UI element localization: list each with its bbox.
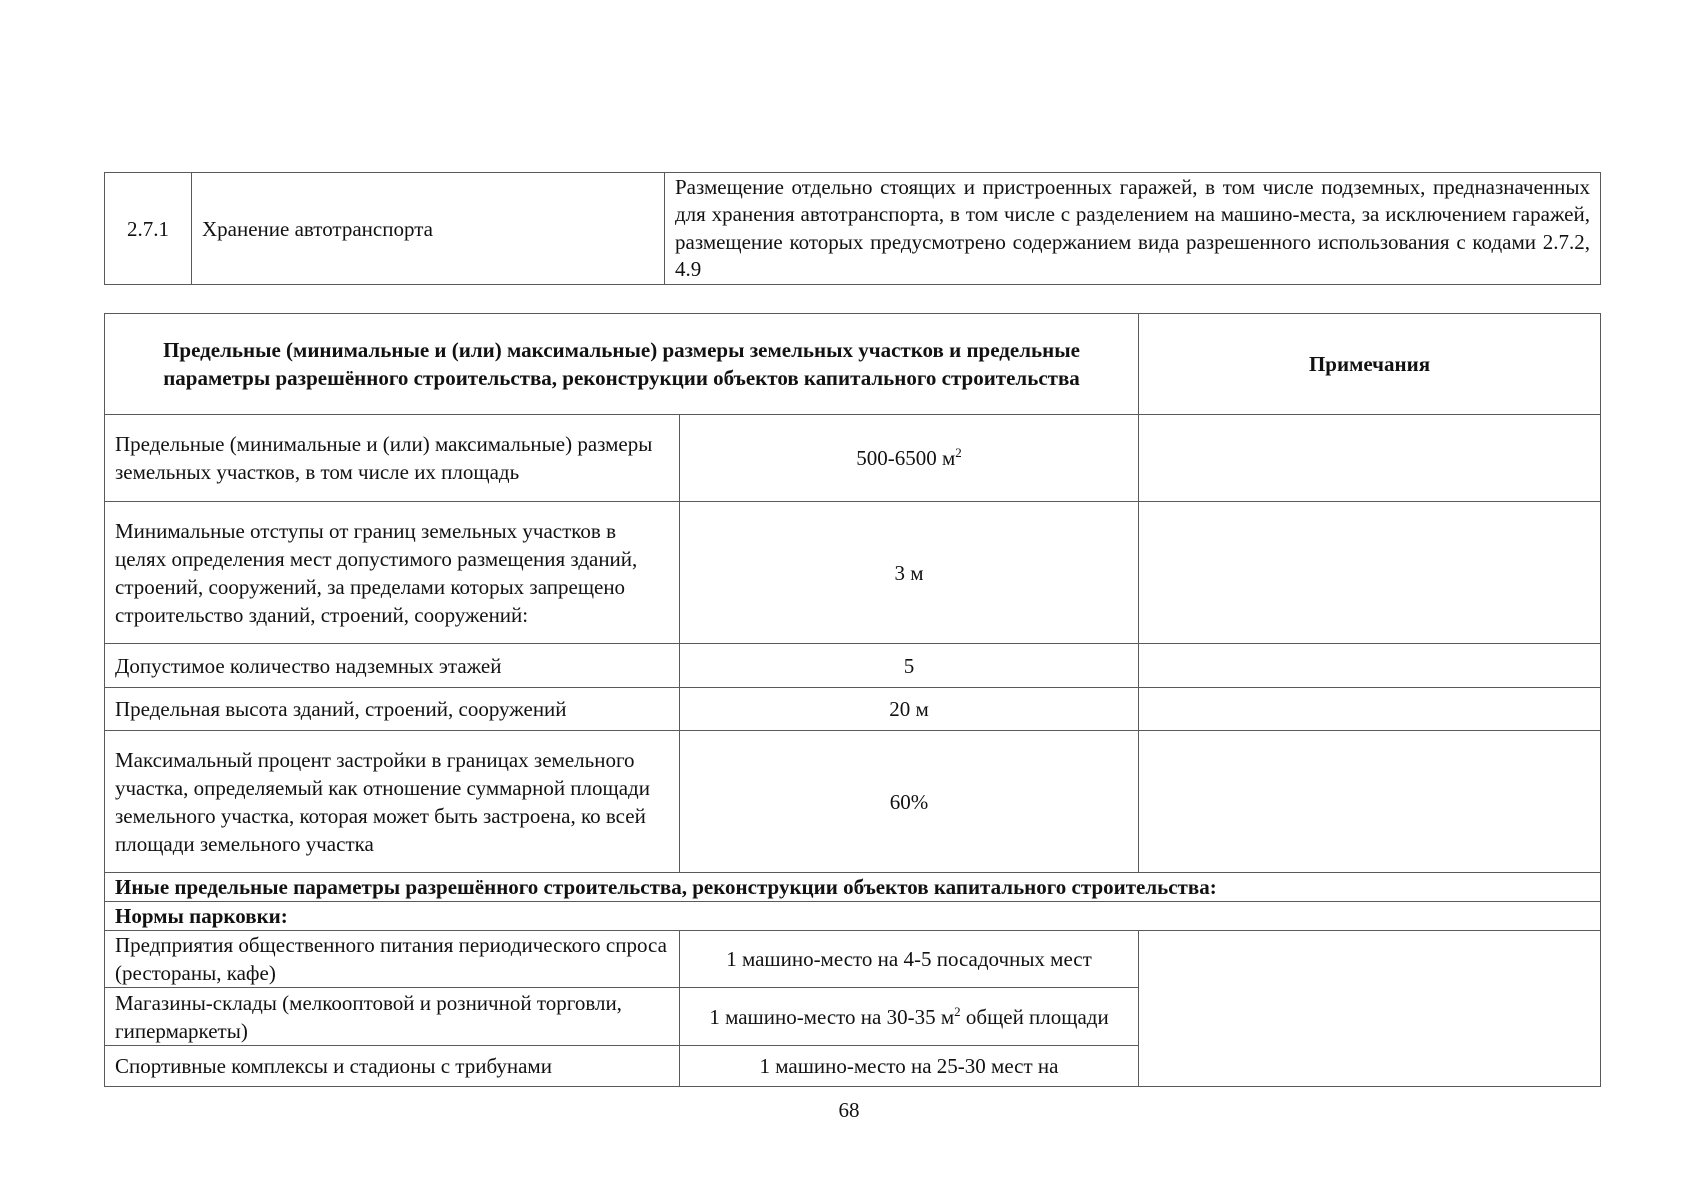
table-row bbox=[105, 688, 1601, 731]
param-value: 5 bbox=[680, 644, 1139, 688]
param-label: Допустимое количество надземных этажей bbox=[105, 644, 680, 688]
land-use-name: Хранение автотранспорта bbox=[192, 173, 665, 285]
table-header-row bbox=[105, 314, 1601, 415]
param-note bbox=[1139, 415, 1601, 502]
parking-value: 1 машино-место на 30-35 $м^2$ общей площади bbox=[680, 988, 1139, 1046]
parking-notes bbox=[1139, 931, 1601, 1087]
table-row bbox=[105, 415, 1601, 502]
parameters-table bbox=[104, 313, 1601, 1087]
table-row bbox=[105, 502, 1601, 644]
land-use-description: Размещение отдельно стоящих и пристроенных гаражей, в том числе подземных, предназначенных для хранения автотранспорта, в том числе с разделением на машино-места, за исключением гаражей, размещение которых предусмотрено содержанием вида разрешенного использования с кодами 2.7.2, 4.9 bbox=[665, 173, 1601, 285]
param-label: Предельные (минимальные и (или) максимальные) размеры земельных участков, в том числе их площадь bbox=[105, 415, 680, 502]
parking-label: Магазины-склады (мелкооптовой и розничной торговли, гипермаркеты) bbox=[105, 988, 680, 1046]
land-use-table bbox=[104, 172, 1601, 285]
param-value: 3 м bbox=[680, 502, 1139, 644]
page-number: 68 bbox=[838, 1098, 860, 1122]
parking-label: Предприятия общественного питания периодического спроса (рестораны, кафе) bbox=[105, 931, 680, 988]
param-note bbox=[1139, 644, 1601, 688]
parking-heading: Нормы парковки: bbox=[105, 902, 1601, 931]
parking-value: 1 машино-место на 4-5 посадочных мест bbox=[680, 931, 1139, 988]
param-value: 20 м bbox=[680, 688, 1139, 731]
land-use-code: 2.7.1 bbox=[105, 173, 192, 285]
header-params: Предельные (минимальные и (или) максимальные) размеры земельных участков и предельные параметры разрешённого строительства, реконструкции объектов капитального строительства bbox=[105, 314, 1139, 415]
header-notes: Примечания bbox=[1139, 314, 1601, 415]
param-value: 500-6500 $м^2$ bbox=[680, 415, 1139, 502]
table-row bbox=[105, 644, 1601, 688]
param-note bbox=[1139, 731, 1601, 873]
param-label: Минимальные отступы от границ земельных участков в целях определения мест допустимого размещения зданий, строений, сооружений, за пределами которых запрещено строительство зданий, строений, сооружений: bbox=[105, 502, 680, 644]
section-heading-row bbox=[105, 873, 1601, 902]
parking-label: Спортивные комплексы и стадионы с трибунами bbox=[105, 1046, 680, 1087]
param-label: Максимальный процент застройки в границах земельного участка, определяемый как отношение суммарной площади земельного участка, которая может быть застроена, ко всей площади земельного участка bbox=[105, 731, 680, 873]
land-use-row bbox=[105, 173, 1601, 285]
param-note bbox=[1139, 688, 1601, 731]
parking-value: 1 машино-место на 25-30 мест на bbox=[680, 1046, 1139, 1087]
param-note bbox=[1139, 502, 1601, 644]
table-row bbox=[105, 731, 1601, 873]
param-label: Предельная высота зданий, строений, сооружений bbox=[105, 688, 680, 731]
param-value: 60% bbox=[680, 731, 1139, 873]
other-params-heading: Иные предельные параметры разрешённого строительства, реконструкции объектов капитального строительства: bbox=[105, 873, 1601, 902]
parking-row bbox=[105, 931, 1601, 988]
section-heading-row bbox=[105, 902, 1601, 931]
